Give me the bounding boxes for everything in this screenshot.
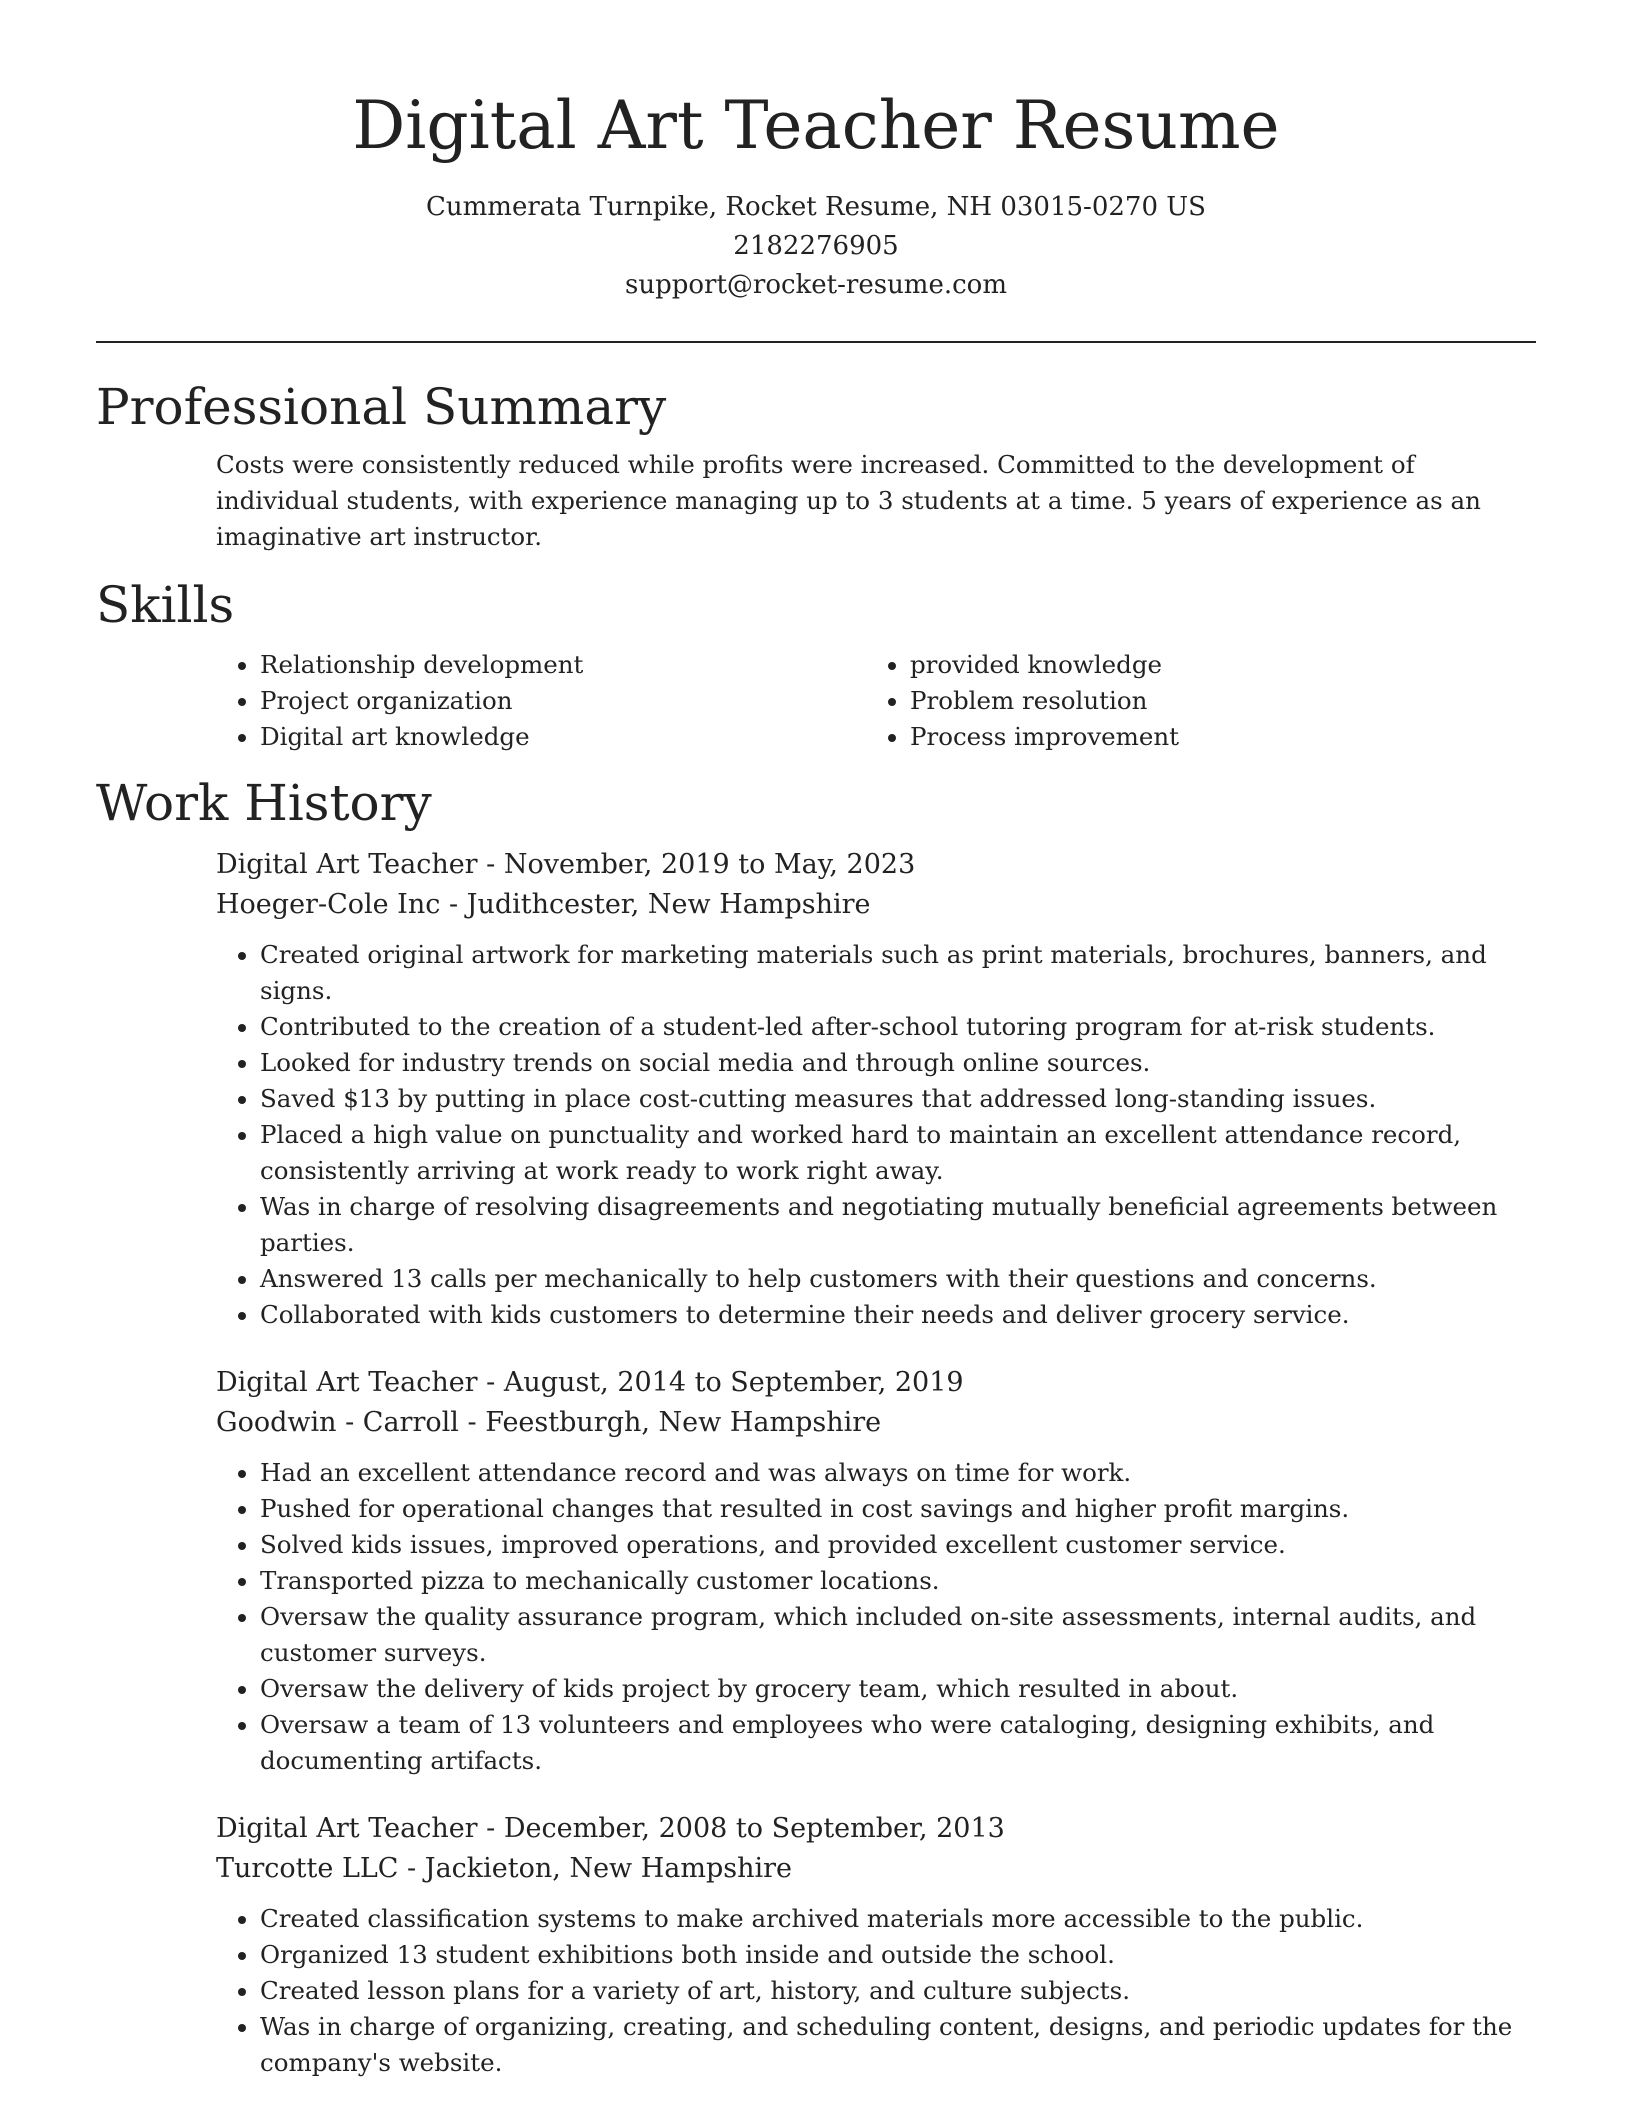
- contact-email: support@rocket-resume.com: [624, 270, 1007, 300]
- job-title: Digital Art Teacher: [216, 1367, 478, 1398]
- contact-phone: 2182276905: [733, 231, 899, 261]
- job-title-line: Digital Art Teacher - December, 2008 to September, 2013: [216, 1813, 1005, 1844]
- job-company-line: Hoeger-Cole Inc - Judithcester, New Hampshire: [216, 889, 871, 920]
- skill-item: • Project organization: [260, 683, 866, 719]
- job-bullets: [216, 1455, 1536, 1779]
- skill-item: • Relationship development: [260, 647, 866, 683]
- work-history-section: [96, 773, 1536, 2081]
- job-bullet: • Saved $13 by putting in place cost-cutting measures that addressed long-standing issues.: [260, 1081, 1536, 1117]
- job-bullet: • Answered 13 calls per mechanically to help customers with their questions and concerns.: [260, 1261, 1536, 1297]
- resume-title: Digital Art Teacher Resume: [352, 87, 1280, 164]
- job-bullets: [216, 1901, 1536, 2081]
- job-company-line: Turcotte LLC - Jackieton, New Hampshire: [216, 1853, 793, 1884]
- job-title: Digital Art Teacher: [216, 1813, 478, 1844]
- summary-heading: Professional Summary: [96, 378, 667, 436]
- job-dates: November, 2019 to May, 2023: [503, 849, 916, 880]
- skill-item: • Process improvement: [910, 719, 1516, 755]
- job-bullet: • Solved kids issues, improved operations, and provided excellent customer service.: [260, 1527, 1536, 1563]
- job-entry: [216, 845, 1536, 1333]
- job-company: Hoeger-Cole Inc: [216, 889, 441, 920]
- job-title: Digital Art Teacher: [216, 849, 478, 880]
- job-bullet: • Collaborated with kids customers to determine their needs and deliver grocery service.: [260, 1297, 1536, 1333]
- summary-section: [96, 377, 1536, 555]
- job-bullet: • Oversaw a team of 13 volunteers and employees who were cataloging, designing exhibits, and documenting artifacts.: [260, 1707, 1536, 1779]
- job-bullet: • Created original artwork for marketing materials such as print materials, brochures, banners, and signs.: [260, 937, 1536, 1009]
- resume-page: [96, 0, 1536, 2081]
- job-dates: August, 2014 to September, 2019: [503, 1367, 964, 1398]
- job-bullet: • Pushed for operational changes that resulted in cost savings and higher profit margins.: [260, 1491, 1536, 1527]
- skills-heading: Skills: [96, 576, 235, 634]
- skills-column-left: [216, 647, 866, 755]
- job-bullet: • Placed a high value on punctuality and worked hard to maintain an excellent attendance record, consistently arriving at work ready to work right away.: [260, 1117, 1536, 1189]
- job-bullet: • Organized 13 student exhibitions both inside and outside the school.: [260, 1937, 1536, 1973]
- job-entry: [216, 1363, 1536, 1779]
- resume-header: [96, 0, 1536, 305]
- job-bullet: • Was in charge of organizing, creating, and scheduling content, designs, and periodic updates for the company's website.: [260, 2009, 1536, 2081]
- skill-item: • Problem resolution: [910, 683, 1516, 719]
- skill-item: • Digital art knowledge: [260, 719, 866, 755]
- job-dates: December, 2008 to September, 2013: [503, 1813, 1005, 1844]
- job-company-line: Goodwin - Carroll - Feestburgh, New Hampshire: [216, 1407, 882, 1438]
- job-bullet: • Looked for industry trends on social media and through online sources.: [260, 1045, 1536, 1081]
- header-divider: [96, 341, 1536, 343]
- job-bullet: • Oversaw the delivery of kids project by grocery team, which resulted in about.: [260, 1671, 1536, 1707]
- job-entry: [216, 1809, 1536, 2081]
- job-bullet: • Was in charge of resolving disagreements and negotiating mutually beneficial agreements between parties.: [260, 1189, 1536, 1261]
- job-bullet: • Oversaw the quality assurance program, which included on-site assessments, internal audits, and customer surveys.: [260, 1599, 1536, 1671]
- skills-grid: [216, 647, 1536, 755]
- job-bullet: • Created lesson plans for a variety of art, history, and culture subjects.: [260, 1973, 1536, 2009]
- summary-text: Costs were consistently reduced while profits were increased. Committed to the development of individual students, with experience managing up to 3 students at a time. 5 years of experience as an imaginative art instructor.: [216, 450, 1481, 551]
- work-history-heading: Work History: [96, 774, 432, 832]
- job-company: Goodwin - Carroll: [216, 1407, 459, 1438]
- job-bullet: • Created classification systems to make archived materials more accessible to the public.: [260, 1901, 1536, 1937]
- job-location: Judithcester, New Hampshire: [466, 889, 871, 920]
- job-location: Feestburgh, New Hampshire: [485, 1407, 882, 1438]
- job-bullet: • Transported pizza to mechanically customer locations.: [260, 1563, 1536, 1599]
- job-company: Turcotte LLC: [216, 1853, 399, 1884]
- skill-item: • provided knowledge: [910, 647, 1516, 683]
- job-title-line: Digital Art Teacher - August, 2014 to September, 2019: [216, 1367, 964, 1398]
- job-bullet: • Had an excellent attendance record and was always on time for work.: [260, 1455, 1536, 1491]
- skills-section: [96, 575, 1536, 755]
- job-title-line: Digital Art Teacher - November, 2019 to May, 2023: [216, 849, 916, 880]
- contact-address: Cummerata Turnpike, Rocket Resume, NH 03015-0270 US: [426, 192, 1206, 222]
- skills-column-right: [866, 647, 1516, 755]
- job-bullets: [216, 937, 1536, 1333]
- job-location: Jackieton, New Hampshire: [424, 1853, 793, 1884]
- job-bullet: • Contributed to the creation of a student-led after-school tutoring program for at-risk students.: [260, 1009, 1536, 1045]
